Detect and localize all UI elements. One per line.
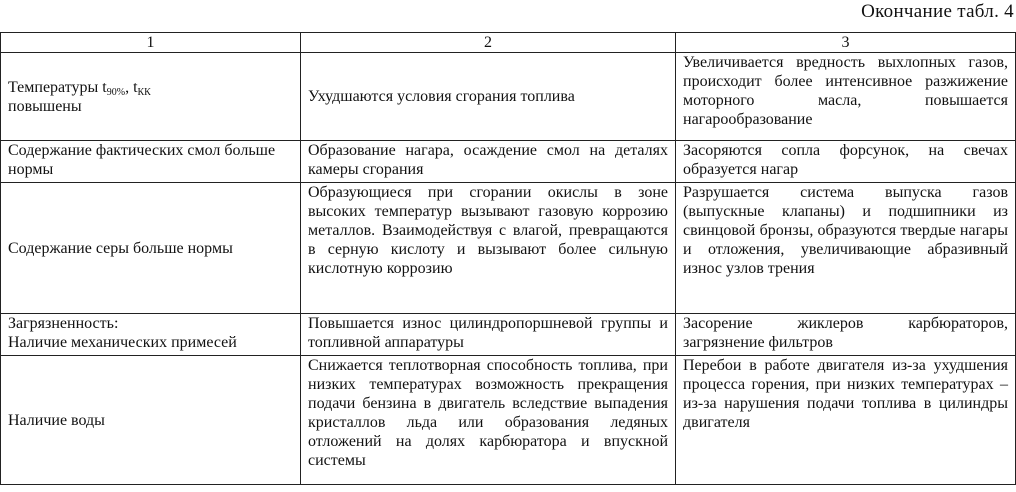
indicator-text: , t [125, 78, 138, 96]
consequence-cell [676, 141, 1016, 183]
column-header-2: 2 [301, 33, 676, 53]
effect-cell [301, 141, 676, 183]
indicator-cell [1, 356, 301, 485]
table-row [1, 53, 1016, 141]
consequence-cell [676, 183, 1016, 314]
consequence-text: Засорение жиклеров карбюраторов, загрязнение фильтров [683, 315, 1008, 351]
table-row [1, 183, 1016, 314]
header-row [1, 33, 1016, 53]
effect-text: Образующиеся при сгорании окислы в зоне высоких температур вызывают газовую коррозию металлов. Взаимодействуя с влагой, превращаются в серную кислоту и вызывают более сильную кислотную коррозию [308, 184, 668, 277]
effect-text: Снижается теплотворная способность топлива, при низких температурах возможность прекращения подачи бензина в двигатель вследствие выпадения кристаллов льда или образования ледяных отложений на долях карбюратора и впускной системы [308, 357, 668, 469]
indicator-text: повышены [8, 97, 82, 115]
effect-text: Повышается износ цилиндропоршневой группы и топливной аппаратуры [308, 315, 668, 351]
indicator-text: Содержание фактических смол больше нормы [8, 142, 276, 178]
indicator-cell [1, 183, 301, 314]
consequence-text: Перебои в работе двигателя из-за ухудшения процесса горения, при низких температурах – из-за нарушения подачи топлива в цилиндры двигателя [683, 357, 1008, 431]
consequence-text: Засоряются сопла форсунок, на свечах образуется нагар [683, 142, 1008, 178]
indicator-text: Содержание серы больше нормы [8, 239, 233, 257]
subscript-kk: КК [137, 86, 151, 98]
column-header-3: 3 [676, 33, 1016, 53]
effect-cell [301, 314, 676, 356]
indicator-cell [1, 141, 301, 183]
indicator-text: Температуры t [8, 78, 107, 96]
consequence-cell [676, 356, 1016, 485]
consequence-cell [676, 53, 1016, 141]
table-row [1, 314, 1016, 356]
table-caption: Окончание табл. 4 [861, 1, 1014, 22]
column-header-1: 1 [1, 33, 301, 53]
indicator-cell [1, 314, 301, 356]
effect-text: Ухудшаются условия сгорания топлива [308, 88, 575, 105]
subscript-90: 90% [106, 86, 126, 98]
indicator-cell [1, 53, 301, 141]
indicator-text: Загрязненность: [8, 315, 119, 332]
indicator-text: Наличие механических примесей [8, 334, 237, 351]
consequence-text: Разрушается система выпуска газов (выпускные клапаны) и подшипники из свинцовой бронзы, образуются твердые нагары и отложения, увеличивающие абразивный износ узлов трения [683, 184, 1008, 277]
consequence-cell [676, 314, 1016, 356]
effect-cell [301, 53, 676, 141]
indicator-text: Наличие воды [8, 411, 105, 429]
effect-cell [301, 183, 676, 314]
effect-text: Образование нагара, осаждение смол на деталях камеры сгорания [308, 142, 668, 178]
fuel-quality-table [0, 32, 1016, 485]
effect-cell [301, 356, 676, 485]
table-row [1, 356, 1016, 485]
consequence-text: Увеличивается вредность выхлопных газов, происходит более интенсивное разжижение моторного масла, повышается нагарообразование [683, 54, 1008, 128]
table-row [1, 141, 1016, 183]
